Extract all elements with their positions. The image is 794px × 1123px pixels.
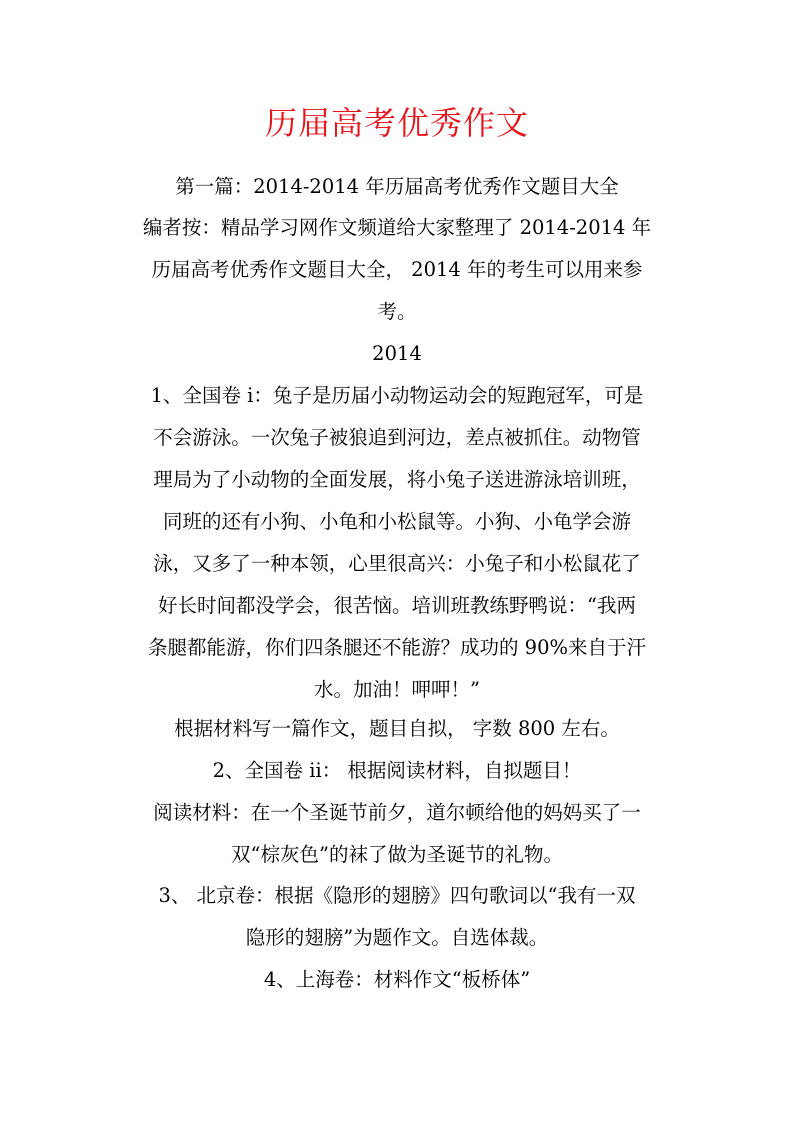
- text-line-16: 阅读材料：在一个圣诞节前夕，道尔顿给他的妈妈买了一: [153, 801, 641, 824]
- text-line-5: 2014: [372, 342, 422, 365]
- text-line-10: 泳，又多了一种本领，心里很高兴：小兔子和小松鼠花了: [153, 552, 641, 575]
- text-line-4: 考。: [377, 300, 417, 323]
- document-title: 历届高考优秀作文: [264, 104, 529, 142]
- text-line-18: 3、 北京卷：根据《隐形的翅膀》四句歌词以“我有一双: [158, 884, 636, 907]
- text-line-8: 理局为了小动物的全面发展，将小兔子送进游泳培训班，: [153, 468, 641, 491]
- text-line-11: 好长时间都没学会，很苦恼。培训班教练野鸭说：“我两: [158, 594, 636, 617]
- text-line-7: 不会游泳。一次兔子被狼追到河边，差点被抓住。动物管: [153, 426, 641, 449]
- text-line-6: 1、全国卷 i：兔子是历届小动物运动会的短跑冠军，可是: [150, 384, 644, 407]
- text-line-12: 条腿都能游，你们四条腿还不能游？成功的 90%来自于汗: [147, 636, 647, 659]
- text-line-13: 水。加油！呷呷！”: [314, 678, 480, 701]
- text-line-9: 同班的还有小狗、小龟和小松鼠等。小狗、小龟学会游: [162, 510, 631, 533]
- text-line-17: 双“棕灰色”的袜了做为圣诞节的礼物。: [231, 843, 563, 866]
- text-line-14: 根据材料写一篇作文，题目自拟， 字数 800 左右。: [174, 717, 620, 740]
- text-line-15: 2、全国卷 ii： 根据阅读材料，自拟题目！: [212, 759, 582, 782]
- text-line-19: 隐形的翅膀”为题作文。自选体裁。: [245, 926, 549, 949]
- text-line-2: 编者按：精品学习网作文频道给大家整理了 2014-2014 年: [142, 216, 652, 239]
- text-line-3: 历届高考优秀作文题目大全， 2014 年的考生可以用来参: [151, 258, 643, 281]
- text-line-1: 第一篇：2014-2014 年历届高考优秀作文题目大全: [175, 175, 619, 198]
- text-line-20: 4、上海卷：材料作文“板桥体”: [263, 968, 531, 991]
